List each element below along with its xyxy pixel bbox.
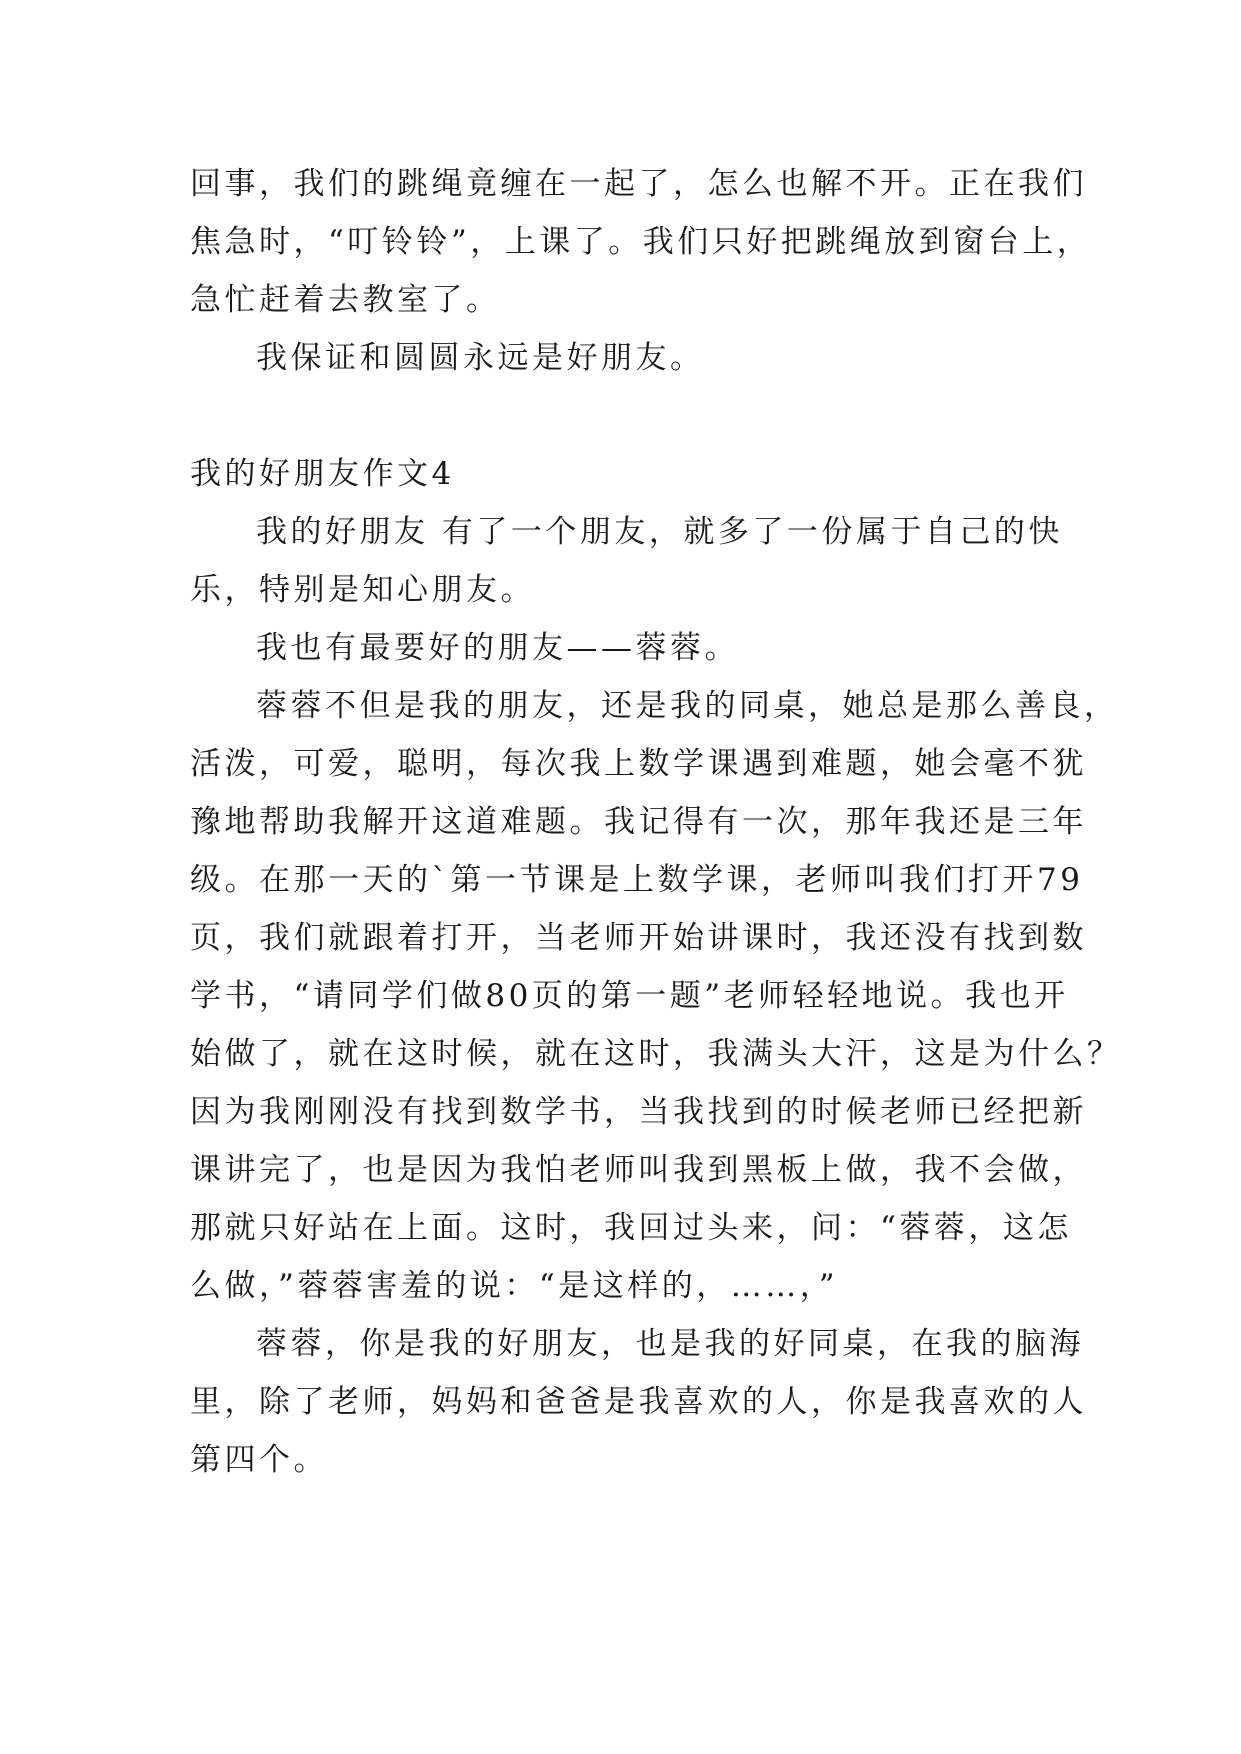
body-text-line: 么做，”蓉蓉害羞的说：“是这样的，……，”	[190, 1268, 839, 1304]
paragraph-first-line: 我也有最要好的朋友——蓉蓉。	[256, 630, 739, 666]
body-text-line: 课讲完了，也是因为我怕老师叫我到黑板上做，我不会做，	[190, 1152, 1087, 1188]
body-text-line: 急忙赶着去教室了。	[190, 282, 501, 318]
body-text-line: 豫地帮助我解开这道难题。我记得有一次，那年我还是三年	[190, 804, 1087, 840]
body-text-line: 里，除了老师，妈妈和爸爸是我喜欢的人，你是我喜欢的人	[190, 1384, 1087, 1420]
body-text-line: 页，我们就跟着打开，当老师开始讲课时，我还没有找到数	[190, 920, 1087, 956]
paragraph-first-line: 蓉蓉不但是我的朋友，还是我的同桌，她总是那么善良，	[256, 688, 1119, 724]
body-text-line: 因为我刚刚没有找到数学书，当我找到的时候老师已经把新	[190, 1094, 1087, 1130]
body-text-line: 第四个。	[190, 1442, 328, 1478]
body-text-line: 级。在那一天的`第一节课是上数学课，老师叫我们打开79	[190, 862, 1084, 898]
body-text-line: 回事，我们的跳绳竟缠在一起了，怎么也解不开。正在我们	[190, 166, 1087, 202]
body-text-line: 乐，特别是知心朋友。	[190, 572, 535, 608]
paragraph-first-line: 我的好朋友 有了一个朋友，就多了一份属于自己的快	[256, 514, 1063, 550]
body-text-line: 焦急时，“叮铃铃”，上课了。我们只好把跳绳放到窗台上，	[190, 224, 1092, 260]
paragraph-first-line: 蓉蓉，你是我的好朋友，也是我的好同桌，在我的脑海	[256, 1326, 1084, 1362]
body-text-line: 那就只好站在上面。这时，我回过头来，问：“蓉蓉，这怎	[190, 1210, 1072, 1246]
body-text-line: 活泼，可爱，聪明，每次我上数学课遇到难题，她会毫不犹	[190, 746, 1087, 782]
section-heading: 我的好朋友作文4	[190, 456, 455, 492]
paragraph-first-line: 我保证和圆圆永远是好朋友。	[256, 340, 705, 376]
body-text-line: 学书，“请同学们做80页的第一题”老师轻轻地说。我也开	[190, 978, 1069, 1014]
body-text-line: 始做了，就在这时候，就在这时，我满头大汗，这是为什么？	[190, 1036, 1122, 1072]
